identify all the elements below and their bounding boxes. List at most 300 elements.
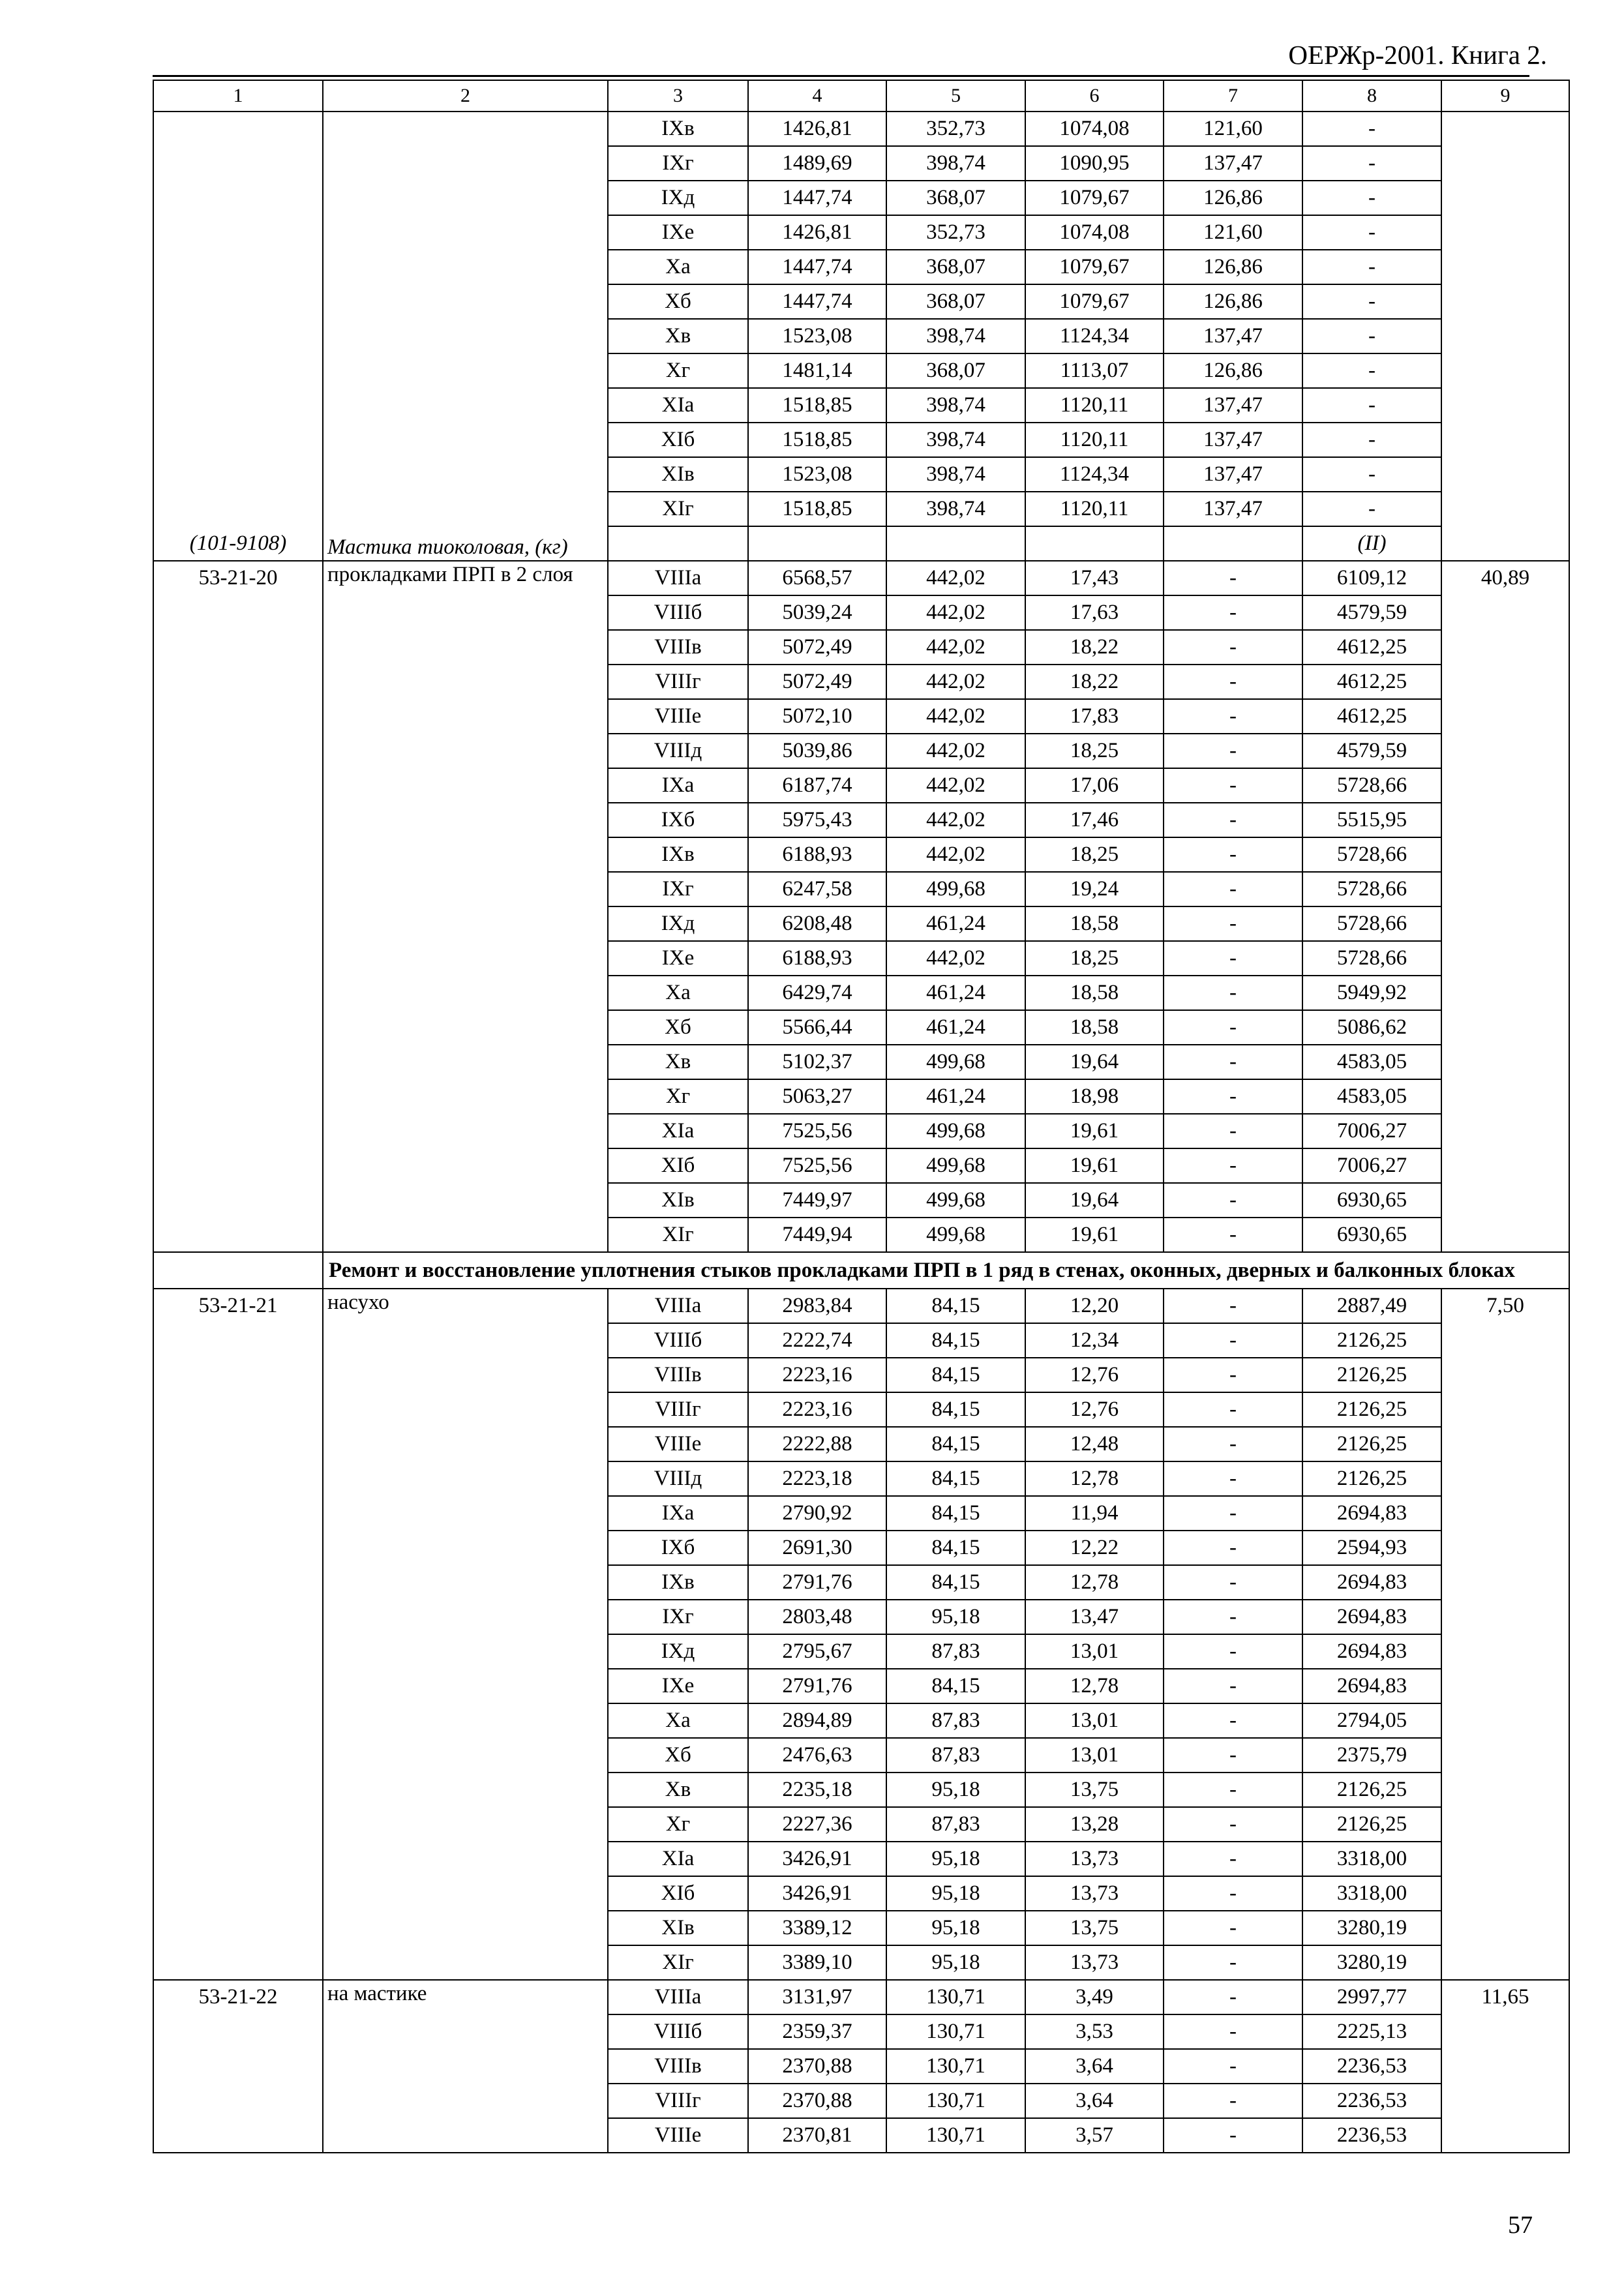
cell-labor: 352,73 — [886, 215, 1025, 250]
cell-total-cost: 1489,69 — [748, 146, 886, 181]
cell-total-cost: 2223,18 — [748, 1461, 886, 1496]
cell-machines: 18,58 — [1025, 906, 1164, 941]
cell-zone: Xа — [608, 250, 748, 284]
cell-driver-wages: 126,86 — [1164, 353, 1302, 388]
cell-driver-wages: 121,60 — [1164, 112, 1302, 146]
cell-machines: 19,61 — [1025, 1218, 1164, 1252]
cell-zone: IXг — [608, 146, 748, 181]
cell-driver-wages: 126,86 — [1164, 250, 1302, 284]
cell-total-cost: 2476,63 — [748, 1738, 886, 1773]
cell-driver-wages: - — [1164, 1911, 1302, 1945]
cell-driver-wages: - — [1164, 1842, 1302, 1876]
cell-driver-wages: - — [1164, 1980, 1302, 2014]
cell-materials: 5949,92 — [1302, 976, 1441, 1010]
cell-labor: 95,18 — [886, 1911, 1025, 1945]
cell-zone: VIIIе — [608, 699, 748, 734]
cell-zone: VIIIд — [608, 734, 748, 768]
cell-materials: 4612,25 — [1302, 665, 1441, 699]
cell-zone: VIIIг — [608, 2084, 748, 2118]
cell-driver-wages: - — [1164, 872, 1302, 906]
cell-zone: XIа — [608, 1114, 748, 1148]
cell-driver-wages: 137,47 — [1164, 146, 1302, 181]
cell-materials: 2126,25 — [1302, 1461, 1441, 1496]
cell-labor: 95,18 — [886, 1600, 1025, 1634]
cell-total-cost: 5063,27 — [748, 1079, 886, 1114]
cell-driver-wages: - — [1164, 1807, 1302, 1842]
column-header-5: 5 — [886, 80, 1025, 112]
cell-driver-wages: 126,86 — [1164, 284, 1302, 319]
cell-driver-wages: - — [1164, 1565, 1302, 1600]
cell-materials: 2375,79 — [1302, 1738, 1441, 1773]
column-header-6: 6 — [1025, 80, 1164, 112]
cell-machines: 1124,34 — [1025, 457, 1164, 492]
column-header-1: 1 — [153, 80, 323, 112]
cell-materials: 6930,65 — [1302, 1183, 1441, 1218]
cell-total-cost: 7525,56 — [748, 1148, 886, 1183]
cell-total-cost: 6188,93 — [748, 941, 886, 976]
cell-total-cost: 6187,74 — [748, 768, 886, 803]
cell-materials: 5728,66 — [1302, 768, 1441, 803]
cell-total-cost: 5072,10 — [748, 699, 886, 734]
cell-machines: 1124,34 — [1025, 319, 1164, 353]
cell-machines: 18,25 — [1025, 941, 1164, 976]
cell-material-ref: (II) — [1302, 526, 1441, 561]
cell-total-cost: 1523,08 — [748, 319, 886, 353]
page-number: 57 — [1508, 2211, 1533, 2239]
rate-description: насухо — [323, 1289, 608, 1980]
cell-total-cost: 5039,24 — [748, 595, 886, 630]
cell-zone: Xа — [608, 1703, 748, 1738]
cell-driver-wages: - — [1164, 1289, 1302, 1323]
cell-zone: Xб — [608, 284, 748, 319]
cell-zone: Xг — [608, 1807, 748, 1842]
cell-total-cost: 3426,91 — [748, 1876, 886, 1911]
cell-total-cost: 6208,48 — [748, 906, 886, 941]
cell-labor: 442,02 — [886, 595, 1025, 630]
cell-labor: 442,02 — [886, 803, 1025, 837]
cell-zone: XIа — [608, 388, 748, 423]
cell-machines: 12,78 — [1025, 1461, 1164, 1496]
cell-driver-wages: - — [1164, 837, 1302, 872]
cell-zone: VIIIб — [608, 2014, 748, 2049]
cell-materials: 2694,83 — [1302, 1669, 1441, 1703]
cell-materials: - — [1302, 250, 1441, 284]
resource-code-ref: (101-9108) — [189, 531, 287, 555]
cell-driver-wages: - — [1164, 1876, 1302, 1911]
cell-zone: IXб — [608, 1531, 748, 1565]
cell-driver-wages: - — [1164, 803, 1302, 837]
cell-machines: 18,22 — [1025, 665, 1164, 699]
column-header-row — [153, 80, 1569, 112]
cell-machines: 12,78 — [1025, 1565, 1164, 1600]
cell-materials: 2126,25 — [1302, 1427, 1441, 1461]
cell-driver-wages: - — [1164, 1392, 1302, 1427]
cell-materials: 2126,25 — [1302, 1807, 1441, 1842]
cell-machines: 19,24 — [1025, 872, 1164, 906]
cell-driver-wages: - — [1164, 1945, 1302, 1980]
cell-labor: 84,15 — [886, 1427, 1025, 1461]
cell-total-cost: 1447,74 — [748, 181, 886, 215]
cell-total-cost: 6568,57 — [748, 561, 886, 595]
cell-zone: Xа — [608, 976, 748, 1010]
cell-zone: VIIIб — [608, 1323, 748, 1358]
cell-empty — [1025, 526, 1164, 561]
cell-machines: 1079,67 — [1025, 284, 1164, 319]
cell-total-cost: 1426,81 — [748, 112, 886, 146]
cell-zone: Xг — [608, 353, 748, 388]
cell-zone: IXг — [608, 1600, 748, 1634]
cell-labor: 130,71 — [886, 2084, 1025, 2118]
cell-zone: XIг — [608, 1945, 748, 1980]
cell-total-cost: 2359,37 — [748, 2014, 886, 2049]
cell-zone: IXв — [608, 1565, 748, 1600]
cell-materials: 3280,19 — [1302, 1945, 1441, 1980]
cell-driver-wages: - — [1164, 1738, 1302, 1773]
cell-total-cost: 5566,44 — [748, 1010, 886, 1045]
cell-total-cost: 2223,16 — [748, 1358, 886, 1392]
cell-machines: 13,75 — [1025, 1773, 1164, 1807]
rate-description: на мастике — [323, 1980, 608, 2153]
cell-labor: 368,07 — [886, 181, 1025, 215]
cell-machines: 12,20 — [1025, 1289, 1164, 1323]
cell-materials: 7006,27 — [1302, 1148, 1441, 1183]
cell-machines: 1079,67 — [1025, 250, 1164, 284]
cell-zone: XIг — [608, 1218, 748, 1252]
cell-materials: 4612,25 — [1302, 630, 1441, 665]
cell-driver-wages: - — [1164, 1045, 1302, 1079]
cell-zone: XIв — [608, 1911, 748, 1945]
cell-materials: 5728,66 — [1302, 941, 1441, 976]
cell-labor: 442,02 — [886, 630, 1025, 665]
column-header-7: 7 — [1164, 80, 1302, 112]
column-header-4: 4 — [748, 80, 886, 112]
cell-machines: 17,06 — [1025, 768, 1164, 803]
cell-zone: Xб — [608, 1738, 748, 1773]
cell-machines: 12,76 — [1025, 1358, 1164, 1392]
cell-machines: 13,01 — [1025, 1738, 1164, 1773]
cell-total-cost: 2894,89 — [748, 1703, 886, 1738]
cell-mass: 7,50 — [1441, 1289, 1569, 1980]
cell-empty — [748, 526, 886, 561]
cell-zone: VIIIа — [608, 561, 748, 595]
cell-machines: 3,53 — [1025, 2014, 1164, 2049]
cell-driver-wages: - — [1164, 768, 1302, 803]
cell-driver-wages: - — [1164, 561, 1302, 595]
cell-materials: - — [1302, 284, 1441, 319]
cell-driver-wages: - — [1164, 1496, 1302, 1531]
cell-zone: IXе — [608, 215, 748, 250]
cell-total-cost: 3426,91 — [748, 1842, 886, 1876]
cell-mass: 40,89 — [1441, 561, 1569, 1252]
cell-zone: XIг — [608, 492, 748, 526]
cell-driver-wages: - — [1164, 2118, 1302, 2153]
cell-driver-wages: 137,47 — [1164, 457, 1302, 492]
cell-driver-wages: 137,47 — [1164, 388, 1302, 423]
cell-driver-wages: - — [1164, 734, 1302, 768]
cell-labor: 95,18 — [886, 1842, 1025, 1876]
table-body — [153, 80, 1569, 2153]
cell-total-cost: 2223,16 — [748, 1392, 886, 1427]
cell-total-cost: 1518,85 — [748, 492, 886, 526]
cell-materials: 2794,05 — [1302, 1703, 1441, 1738]
cell-zone: IXе — [608, 1669, 748, 1703]
cell-labor: 95,18 — [886, 1773, 1025, 1807]
cell-driver-wages: - — [1164, 1773, 1302, 1807]
cell-driver-wages: - — [1164, 665, 1302, 699]
cell-materials: 2887,49 — [1302, 1289, 1441, 1323]
cell-materials: 4579,59 — [1302, 734, 1441, 768]
cell-zone: XIб — [608, 423, 748, 457]
cell-mass — [1441, 112, 1569, 561]
cell-total-cost: 5072,49 — [748, 665, 886, 699]
cell-machines: 1074,08 — [1025, 215, 1164, 250]
cell-empty — [1164, 526, 1302, 561]
cell-labor: 398,74 — [886, 492, 1025, 526]
cell-total-cost: 3389,12 — [748, 1911, 886, 1945]
cell-driver-wages: - — [1164, 1461, 1302, 1496]
cell-materials: 2694,83 — [1302, 1634, 1441, 1669]
cell-machines: 3,57 — [1025, 2118, 1164, 2153]
column-header-3: 3 — [608, 80, 748, 112]
cell-machines: 1090,95 — [1025, 146, 1164, 181]
cell-labor: 398,74 — [886, 423, 1025, 457]
cell-labor: 442,02 — [886, 768, 1025, 803]
cell-machines: 1074,08 — [1025, 112, 1164, 146]
cell-materials: - — [1302, 319, 1441, 353]
cell-materials: 4583,05 — [1302, 1079, 1441, 1114]
cell-labor: 499,68 — [886, 1045, 1025, 1079]
cell-machines: 19,64 — [1025, 1045, 1164, 1079]
cell-machines: 1120,11 — [1025, 492, 1164, 526]
cell-machines: 18,58 — [1025, 1010, 1164, 1045]
cell-machines: 17,63 — [1025, 595, 1164, 630]
cell-total-cost: 5102,37 — [748, 1045, 886, 1079]
cell-labor: 84,15 — [886, 1392, 1025, 1427]
cell-machines: 17,83 — [1025, 699, 1164, 734]
cell-materials: 2126,25 — [1302, 1323, 1441, 1358]
cell-machines: 13,47 — [1025, 1600, 1164, 1634]
cell-zone: VIIIе — [608, 2118, 748, 2153]
cell-total-cost: 2791,76 — [748, 1565, 886, 1600]
cell-labor: 130,71 — [886, 2118, 1025, 2153]
cell-materials: - — [1302, 353, 1441, 388]
cell-zone: XIб — [608, 1876, 748, 1911]
cell-materials: 7006,27 — [1302, 1114, 1441, 1148]
cell-machines: 19,61 — [1025, 1148, 1164, 1183]
cell-total-cost: 2691,30 — [748, 1531, 886, 1565]
cell-labor: 130,71 — [886, 2049, 1025, 2084]
cell-zone: VIIIд — [608, 1461, 748, 1496]
cell-total-cost: 5072,49 — [748, 630, 886, 665]
cell-zone: Xв — [608, 319, 748, 353]
cell-zone: IXв — [608, 112, 748, 146]
table-row — [153, 561, 1569, 595]
cell-machines: 1120,11 — [1025, 423, 1164, 457]
cell-materials: 2225,13 — [1302, 2014, 1441, 2049]
cell-total-cost: 5975,43 — [748, 803, 886, 837]
cell-driver-wages: - — [1164, 1669, 1302, 1703]
cell-zone: XIб — [608, 1148, 748, 1183]
cell-labor: 499,68 — [886, 1114, 1025, 1148]
cell-zone: VIIIв — [608, 1358, 748, 1392]
cell-machines: 12,34 — [1025, 1323, 1164, 1358]
cell-labor: 87,83 — [886, 1738, 1025, 1773]
cell-driver-wages: - — [1164, 906, 1302, 941]
cell-machines: 13,73 — [1025, 1842, 1164, 1876]
cell-total-cost: 2222,74 — [748, 1323, 886, 1358]
cell-driver-wages: - — [1164, 2014, 1302, 2049]
cell-total-cost: 2370,88 — [748, 2084, 886, 2118]
cell-zone: IXа — [608, 768, 748, 803]
cell-machines: 1079,67 — [1025, 181, 1164, 215]
cell-machines: 13,28 — [1025, 1807, 1164, 1842]
cell-labor: 461,24 — [886, 1010, 1025, 1045]
description-cell — [323, 112, 608, 561]
cell-materials: - — [1302, 215, 1441, 250]
cell-driver-wages: - — [1164, 1427, 1302, 1461]
cell-materials: 2126,25 — [1302, 1773, 1441, 1807]
cell-total-cost: 2983,84 — [748, 1289, 886, 1323]
cell-driver-wages: - — [1164, 941, 1302, 976]
rate-code: 53-21-21 — [153, 1289, 323, 1980]
cell-labor: 84,15 — [886, 1531, 1025, 1565]
cell-total-cost: 6188,93 — [748, 837, 886, 872]
cell-machines: 19,61 — [1025, 1114, 1164, 1148]
cell-machines: 3,64 — [1025, 2049, 1164, 2084]
cell-machines: 18,25 — [1025, 837, 1164, 872]
cell-labor: 84,15 — [886, 1461, 1025, 1496]
column-header-8: 8 — [1302, 80, 1441, 112]
cell-materials: 4579,59 — [1302, 595, 1441, 630]
cell-machines: 13,01 — [1025, 1703, 1164, 1738]
cell-driver-wages: - — [1164, 1531, 1302, 1565]
cell-labor: 368,07 — [886, 250, 1025, 284]
cell-mass: 11,65 — [1441, 1980, 1569, 2153]
rate-description: прокладками ПРП в 2 слоя — [323, 561, 608, 1252]
cell-driver-wages: - — [1164, 1323, 1302, 1358]
cell-zone: VIIIв — [608, 630, 748, 665]
cell-labor: 84,15 — [886, 1323, 1025, 1358]
cell-materials: 3280,19 — [1302, 1911, 1441, 1945]
cell-driver-wages: 137,47 — [1164, 319, 1302, 353]
cell-machines: 17,43 — [1025, 561, 1164, 595]
cell-total-cost: 2370,88 — [748, 2049, 886, 2084]
cell-total-cost: 2803,48 — [748, 1600, 886, 1634]
cell-zone: IXб — [608, 803, 748, 837]
cell-materials: 5728,66 — [1302, 837, 1441, 872]
cell-labor: 398,74 — [886, 457, 1025, 492]
cell-machines: 19,64 — [1025, 1183, 1164, 1218]
cell-zone: IXг — [608, 872, 748, 906]
cell-empty — [153, 1252, 323, 1289]
cell-driver-wages: - — [1164, 1079, 1302, 1114]
cell-machines: 13,73 — [1025, 1945, 1164, 1980]
cell-driver-wages: - — [1164, 699, 1302, 734]
cell-materials: 5515,95 — [1302, 803, 1441, 837]
cell-driver-wages: - — [1164, 1703, 1302, 1738]
cell-total-cost: 3389,10 — [748, 1945, 886, 1980]
cell-labor: 130,71 — [886, 2014, 1025, 2049]
document-header: ОЕРЖр-2001. Книга 2. — [1288, 40, 1547, 70]
cell-materials: - — [1302, 112, 1441, 146]
cell-total-cost: 1447,74 — [748, 284, 886, 319]
cell-empty — [608, 526, 748, 561]
cell-materials: 2236,53 — [1302, 2118, 1441, 2153]
cell-materials: 2126,25 — [1302, 1392, 1441, 1427]
cell-zone: VIIIг — [608, 665, 748, 699]
cell-zone: VIIIе — [608, 1427, 748, 1461]
cell-materials: - — [1302, 181, 1441, 215]
cell-labor: 130,71 — [886, 1980, 1025, 2014]
cell-zone: IXе — [608, 941, 748, 976]
cell-labor: 499,68 — [886, 1183, 1025, 1218]
cell-materials: 2236,53 — [1302, 2049, 1441, 2084]
cell-labor: 398,74 — [886, 319, 1025, 353]
cell-materials: 2236,53 — [1302, 2084, 1441, 2118]
cell-labor: 87,83 — [886, 1807, 1025, 1842]
cell-driver-wages: 121,60 — [1164, 215, 1302, 250]
cell-machines: 3,64 — [1025, 2084, 1164, 2118]
cell-labor: 87,83 — [886, 1634, 1025, 1669]
cell-machines: 11,94 — [1025, 1496, 1164, 1531]
rate-code: 53-21-20 — [153, 561, 323, 1252]
table-row — [153, 1289, 1569, 1323]
header-rule — [153, 75, 1529, 77]
cell-driver-wages: - — [1164, 1358, 1302, 1392]
rates-table — [153, 80, 1570, 2153]
cell-driver-wages: - — [1164, 1634, 1302, 1669]
cell-zone: Xв — [608, 1773, 748, 1807]
cell-driver-wages: - — [1164, 1148, 1302, 1183]
cell-driver-wages: - — [1164, 630, 1302, 665]
cell-machines: 12,22 — [1025, 1531, 1164, 1565]
cell-driver-wages: - — [1164, 595, 1302, 630]
cell-machines: 18,58 — [1025, 976, 1164, 1010]
cell-labor: 398,74 — [886, 388, 1025, 423]
cell-machines: 18,22 — [1025, 630, 1164, 665]
cell-labor: 398,74 — [886, 146, 1025, 181]
cell-materials: 2997,77 — [1302, 1980, 1441, 2014]
table-row — [153, 1980, 1569, 2014]
rate-code: 53-21-22 — [153, 1980, 323, 2153]
cell-total-cost: 5039,86 — [748, 734, 886, 768]
cell-zone: VIIIв — [608, 2049, 748, 2084]
cell-materials: 6930,65 — [1302, 1218, 1441, 1252]
cell-zone: VIIIа — [608, 1980, 748, 2014]
cell-total-cost: 1447,74 — [748, 250, 886, 284]
cell-labor: 442,02 — [886, 941, 1025, 976]
cell-zone: Xб — [608, 1010, 748, 1045]
cell-zone: IXа — [608, 1496, 748, 1531]
cell-machines: 3,49 — [1025, 1980, 1164, 2014]
cell-total-cost: 7525,56 — [748, 1114, 886, 1148]
cell-total-cost: 7449,97 — [748, 1183, 886, 1218]
cell-labor: 442,02 — [886, 665, 1025, 699]
cell-labor: 499,68 — [886, 1218, 1025, 1252]
cell-total-cost: 1481,14 — [748, 353, 886, 388]
cell-total-cost: 2790,92 — [748, 1496, 886, 1531]
cell-materials: 2694,83 — [1302, 1600, 1441, 1634]
cell-materials: 4583,05 — [1302, 1045, 1441, 1079]
cell-machines: 13,01 — [1025, 1634, 1164, 1669]
cell-labor: 499,68 — [886, 872, 1025, 906]
cell-materials: - — [1302, 492, 1441, 526]
cell-empty — [886, 526, 1025, 561]
cell-labor: 461,24 — [886, 906, 1025, 941]
cell-materials: 2126,25 — [1302, 1358, 1441, 1392]
cell-total-cost: 2222,88 — [748, 1427, 886, 1461]
cell-materials: 6109,12 — [1302, 561, 1441, 595]
